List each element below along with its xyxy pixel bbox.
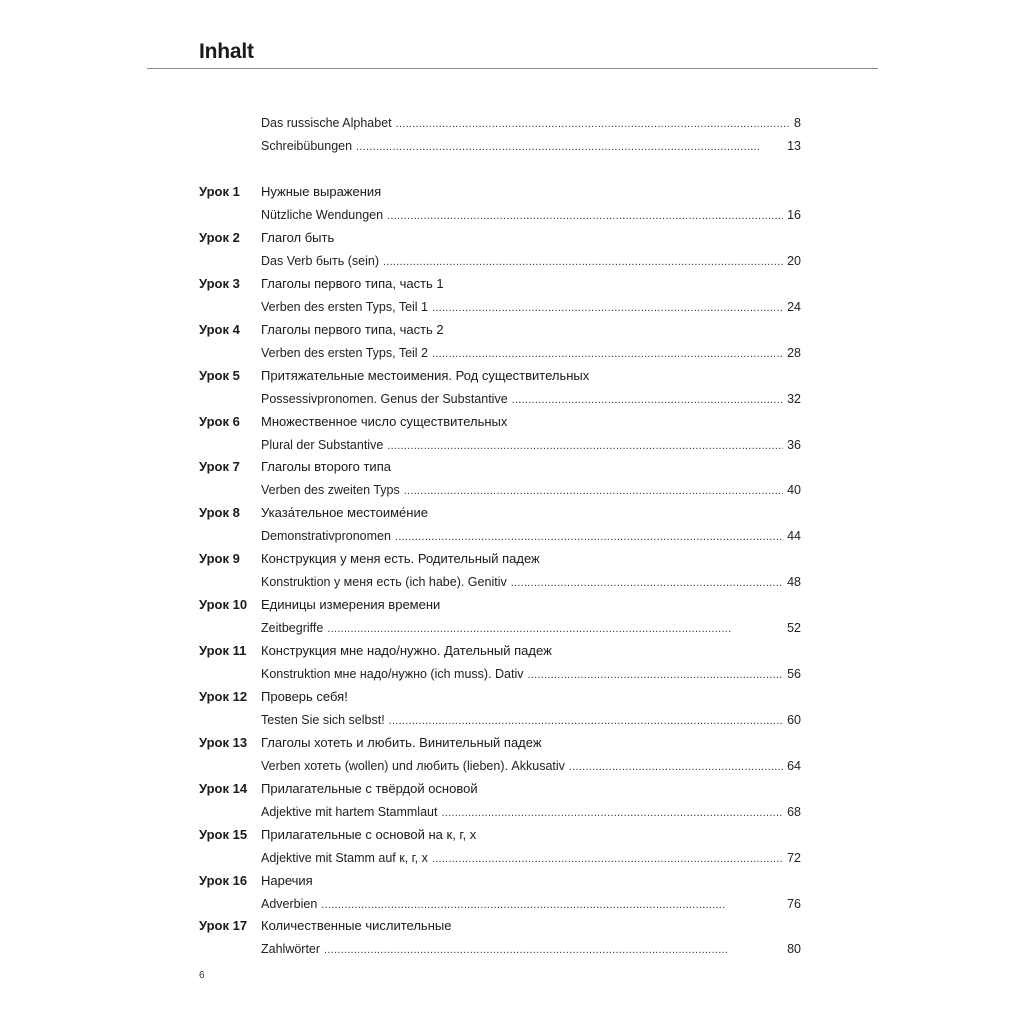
lesson-title-russian: Наречия xyxy=(261,873,313,888)
lesson-header[interactable] xyxy=(0,915,1024,937)
lesson-header[interactable] xyxy=(0,732,1024,754)
toc-entry-page: 32 xyxy=(787,392,801,406)
lesson-header[interactable] xyxy=(0,319,1024,341)
toc-entry-line xyxy=(261,847,801,869)
lesson-entry[interactable] xyxy=(0,893,1024,915)
lesson-header[interactable] xyxy=(0,365,1024,387)
dot-leader xyxy=(356,136,783,158)
toc-entry-page: 28 xyxy=(787,346,801,360)
toc-entry-line xyxy=(261,709,801,731)
lesson-number: Урок 6 xyxy=(199,414,240,429)
toc-entry-line xyxy=(261,571,801,593)
lesson-title-russian: Множественное число существительных xyxy=(261,414,508,429)
lesson-number: Урок 11 xyxy=(199,643,247,658)
lesson-number: Урок 4 xyxy=(199,322,240,337)
toc-intro-entry[interactable] xyxy=(0,112,1024,134)
toc-entry-line xyxy=(261,479,801,501)
lesson-header[interactable] xyxy=(0,640,1024,662)
toc-entry-line xyxy=(261,204,801,226)
lesson-header[interactable] xyxy=(0,411,1024,433)
lesson-header[interactable] xyxy=(0,594,1024,616)
toc-entry-line xyxy=(261,112,801,134)
lesson-header[interactable] xyxy=(0,870,1024,892)
toc-entry-title: Testen Sie sich selbst! xyxy=(261,713,385,727)
dot-leader xyxy=(324,939,783,961)
lesson-title-russian: Единицы измерения времени xyxy=(261,597,441,612)
lesson-header[interactable] xyxy=(0,778,1024,800)
toc-entry-title: Possessivpronomen. Genus der Substantive xyxy=(261,392,508,406)
dot-leader xyxy=(396,113,790,135)
lesson-entry[interactable] xyxy=(0,571,1024,593)
toc-entry-page: 64 xyxy=(787,759,801,773)
dot-leader xyxy=(327,618,783,640)
toc-entry-line xyxy=(261,250,801,272)
toc-entry-line xyxy=(261,434,801,456)
lesson-entry[interactable] xyxy=(0,709,1024,731)
lesson-header[interactable] xyxy=(0,824,1024,846)
lesson-header[interactable] xyxy=(0,686,1024,708)
toc-entry-page: 8 xyxy=(794,116,801,130)
toc-entry-title: Konstruktion мне надо/нужно (ich muss). Dativ xyxy=(261,667,524,681)
toc-entry-title: Verben des ersten Typs, Teil 2 xyxy=(261,346,429,360)
toc-entry-page: 13 xyxy=(787,139,801,153)
lesson-number: Урок 15 xyxy=(199,827,248,842)
toc-entry-title: Verben des ersten Typs, Teil 1 xyxy=(261,300,429,314)
lesson-number: Урок 14 xyxy=(199,781,248,796)
dot-leader xyxy=(321,894,783,916)
toc-entry-page: 36 xyxy=(787,438,801,452)
lesson-number: Урок 13 xyxy=(199,735,248,750)
toc-entry-title: Verben хотеть (wollen) und любить (lieben). Akkusativ xyxy=(261,759,565,773)
lesson-title-russian: Конструкция мне надо/нужно. Дательный падеж xyxy=(261,643,552,658)
lesson-number: Урок 1 xyxy=(199,184,240,199)
lesson-title-russian: Глаголы второго типа xyxy=(261,459,391,474)
lesson-entry[interactable] xyxy=(0,434,1024,456)
lesson-number: Урок 2 xyxy=(199,230,240,245)
toc-entry-page: 60 xyxy=(787,713,801,727)
lesson-title-russian: Глаголы первого типа, часть 2 xyxy=(261,322,444,337)
toc-entry-title: Demonstrativpronomen xyxy=(261,529,391,543)
lesson-number: Урок 16 xyxy=(199,873,248,888)
dot-leader xyxy=(528,664,784,686)
lesson-title-russian: Конструкция у меня есть. Родительный падеж xyxy=(261,551,540,566)
lesson-entry[interactable] xyxy=(0,479,1024,501)
lesson-title-russian: Глагол быть xyxy=(261,230,335,245)
lesson-number: Урок 3 xyxy=(199,276,240,291)
dot-leader xyxy=(432,848,783,870)
toc-entry-page: 56 xyxy=(787,667,801,681)
lesson-number: Урок 12 xyxy=(199,689,248,704)
toc-entry-line xyxy=(261,617,801,639)
lesson-number: Урок 8 xyxy=(199,505,240,520)
toc-entry-line xyxy=(261,388,801,410)
toc-entry-page: 20 xyxy=(787,254,801,268)
lesson-entry[interactable] xyxy=(0,204,1024,226)
lesson-header[interactable] xyxy=(0,181,1024,203)
toc-entry-page: 48 xyxy=(787,575,801,589)
lesson-title-russian: Прилагательные с основой на к, г, х xyxy=(261,827,477,842)
dot-leader xyxy=(512,389,783,411)
toc-entry-title: Adjektive mit Stamm auf к, г, х xyxy=(261,851,428,865)
toc-entry-page: 16 xyxy=(787,208,801,222)
lesson-number: Урок 5 xyxy=(199,368,240,383)
dot-leader xyxy=(511,572,783,594)
lesson-number: Урок 10 xyxy=(199,597,248,612)
lesson-entry[interactable] xyxy=(0,938,1024,960)
toc-entry-title: Adverbien xyxy=(261,897,318,911)
toc-entry-page: 24 xyxy=(787,300,801,314)
lesson-entry[interactable] xyxy=(0,250,1024,272)
dot-leader xyxy=(387,435,783,457)
toc-entry-page: 80 xyxy=(787,942,801,956)
lesson-entry[interactable] xyxy=(0,296,1024,318)
dot-leader xyxy=(383,251,783,273)
dot-leader xyxy=(389,710,783,732)
lesson-title-russian: Прилагательные с твёрдой основой xyxy=(261,781,478,796)
toc-entry-page: 52 xyxy=(787,621,801,635)
toc-entry-page: 72 xyxy=(787,851,801,865)
toc-entry-title: Zeitbegriffe xyxy=(261,621,324,635)
toc-entry-title: Adjektive mit hartem Stammlaut xyxy=(261,805,438,819)
dot-leader xyxy=(432,343,783,365)
toc-entry-page: 40 xyxy=(787,483,801,497)
lesson-entry[interactable] xyxy=(0,847,1024,869)
lesson-entry[interactable] xyxy=(0,525,1024,547)
lesson-number: Урок 17 xyxy=(199,918,248,933)
toc-entry-line xyxy=(261,296,801,318)
lesson-title-russian: Притяжательные местоимения. Род существительных xyxy=(261,368,590,383)
toc-entry-line xyxy=(261,342,801,364)
toc-entry-title: Das Verb быть (sein) xyxy=(261,254,379,268)
toc-entry-line xyxy=(261,663,801,685)
dot-leader xyxy=(432,297,783,319)
lesson-entry[interactable] xyxy=(0,663,1024,685)
dot-leader xyxy=(569,756,783,778)
lesson-number: Урок 7 xyxy=(199,459,240,474)
lesson-header[interactable] xyxy=(0,548,1024,570)
lesson-entry[interactable] xyxy=(0,617,1024,639)
lesson-title-russian: Количественные числительные xyxy=(261,918,452,933)
dot-leader xyxy=(387,205,783,227)
toc-entry-line xyxy=(261,938,801,960)
lesson-number: Урок 9 xyxy=(199,551,240,566)
toc-entry-line xyxy=(261,893,801,915)
lesson-title-russian: Нужные выражения xyxy=(261,184,382,199)
toc-entry-title: Zahlwörter xyxy=(261,942,321,956)
lesson-title-russian: Глаголы хотеть и любить. Винительный падеж xyxy=(261,735,542,750)
dot-leader xyxy=(404,480,783,502)
toc-entry-page: 44 xyxy=(787,529,801,543)
lesson-title-russian: Указа́тельное местоиме́ние xyxy=(261,505,428,520)
dot-leader xyxy=(441,802,783,824)
toc-entry-title: Das russische Alphabet xyxy=(261,116,392,130)
toc-entry-title: Nützliche Wendungen xyxy=(261,208,384,222)
toc-entry-line xyxy=(261,801,801,823)
lesson-entry[interactable] xyxy=(0,755,1024,777)
toc-entry-title: Schreibübungen xyxy=(261,139,353,153)
lesson-title-russian: Глаголы первого типа, часть 1 xyxy=(261,276,444,291)
lesson-header[interactable] xyxy=(0,502,1024,524)
toc-entry-page: 76 xyxy=(787,897,801,911)
dot-leader xyxy=(395,526,783,548)
page-title: Inhalt xyxy=(199,40,254,63)
toc-entry-title: Plural der Substantive xyxy=(261,438,384,452)
lesson-entry[interactable] xyxy=(0,388,1024,410)
toc-entry-line xyxy=(261,525,801,547)
toc-entry-line xyxy=(261,135,801,157)
lesson-entry[interactable] xyxy=(0,801,1024,823)
lesson-header[interactable] xyxy=(0,456,1024,478)
lesson-header[interactable] xyxy=(0,227,1024,249)
lesson-entry[interactable] xyxy=(0,342,1024,364)
toc-entry-line xyxy=(261,755,801,777)
toc-entry-title: Verben des zweiten Typs xyxy=(261,483,400,497)
page-number: 6 xyxy=(199,970,205,981)
lesson-header[interactable] xyxy=(0,273,1024,295)
toc-entry-title: Konstruktion у меня есть (ich habe). Genitiv xyxy=(261,575,507,589)
toc-entry-page: 68 xyxy=(787,805,801,819)
lesson-title-russian: Проверь себя! xyxy=(261,689,348,704)
toc-intro-entry[interactable] xyxy=(0,135,1024,157)
